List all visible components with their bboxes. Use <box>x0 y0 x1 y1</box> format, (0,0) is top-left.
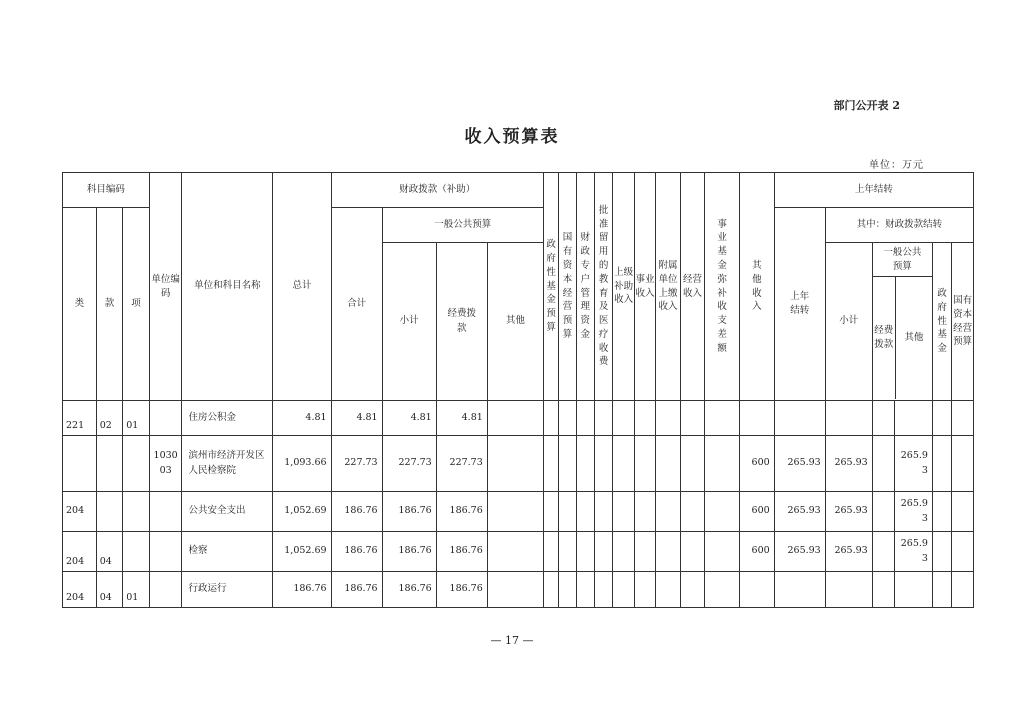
general-budget-header: 一般公共预算 <box>382 208 543 243</box>
appropriation-cell: 186.76 <box>436 532 487 572</box>
table-body <box>63 401 974 608</box>
total-cell: 1,052.69 <box>273 532 331 572</box>
other-income-cell <box>739 401 774 436</box>
name-cell: 行政运行 <box>182 572 273 608</box>
document-title: 收入预算表 <box>464 127 560 147</box>
carry-subtotal-cell: 265.93 <box>825 436 872 492</box>
fiscal-total-cell: 4.81 <box>331 401 382 436</box>
appropriation-cell: 186.76 <box>436 492 487 532</box>
carry-other-cell: 265.93 <box>895 532 933 572</box>
total-cell: 1,093.66 <box>273 436 331 492</box>
special-mgmt-header: 财政专户管理资金 <box>576 173 594 401</box>
gov-fund-header: 政府性基金预算 <box>543 173 558 401</box>
unit-code-cell: 103003 <box>149 436 182 492</box>
lei-cell: 204 <box>63 492 97 532</box>
lei-cell: 221 <box>63 401 97 436</box>
other-income-cell: 600 <box>739 492 774 532</box>
carry-other-cell: 265.93 <box>895 436 933 492</box>
carry-subtotal-cell <box>825 572 872 608</box>
operating-income-header: 经营收入 <box>680 173 705 401</box>
xiang-cell <box>123 436 150 492</box>
lei-header: 类 <box>63 208 97 401</box>
subtotal-cell: 227.73 <box>382 436 436 492</box>
appropriation-cell: 227.73 <box>436 436 487 492</box>
carry-subtotal-header: 小计 <box>825 243 872 401</box>
lei-cell: 204 <box>63 532 97 572</box>
name-cell: 滨州市经济开发区人民检察院 <box>182 436 273 492</box>
fiscal-total-cell: 227.73 <box>331 436 382 492</box>
total-cell: 186.76 <box>273 572 331 608</box>
appropriation-cell: 4.81 <box>436 401 487 436</box>
unit-code-cell <box>149 532 182 572</box>
carry-subtotal-cell <box>825 401 872 436</box>
table-row <box>63 532 974 572</box>
carryover-cell: 265.93 <box>774 492 825 532</box>
xiang-cell <box>123 532 150 572</box>
document-code: 部门公开表 2 <box>833 99 900 112</box>
kuan-cell: 04 <box>96 532 123 572</box>
kuan-cell: 04 <box>96 572 123 608</box>
kuan-header: 款 <box>96 208 123 401</box>
total-cell: 4.81 <box>273 401 331 436</box>
kuan-cell <box>96 492 123 532</box>
other-income-header: 其他收入 <box>739 173 774 401</box>
carry-other-cell: 265.93 <box>895 492 933 532</box>
carry-subtotal-cell: 265.93 <box>825 492 872 532</box>
name-cell: 公共安全支出 <box>182 492 273 532</box>
kuan-cell: 02 <box>96 401 123 436</box>
xiang-cell <box>123 492 150 532</box>
carry-subtotal-cell: 265.93 <box>825 532 872 572</box>
unit-code-cell <box>149 492 182 532</box>
superior-subsidy-header: 上级补助收入 <box>613 173 634 401</box>
carry-other-cell <box>895 401 933 436</box>
xiang-header: 项 <box>123 208 150 401</box>
table-header <box>63 173 974 401</box>
xiang-cell: 01 <box>123 401 150 436</box>
fiscal-total-header: 合计 <box>331 208 382 401</box>
subtotal-cell: 186.76 <box>382 492 436 532</box>
subject-code-header: 科目编码 <box>63 173 150 208</box>
fund-balance-header: 事业基金弥补收支差额 <box>705 173 740 401</box>
unit-code-cell <box>149 401 182 436</box>
unit-code-header: 单位编码 <box>149 173 182 401</box>
subtotal-cell: 4.81 <box>382 401 436 436</box>
carryover-cell <box>774 572 825 608</box>
other-header: 其他 <box>487 243 543 401</box>
other-income-cell <box>739 572 774 608</box>
subtotal-cell: 186.76 <box>382 532 436 572</box>
carry-general-header: 一般公共预算 经费拨款 其他 <box>872 243 932 401</box>
total-header: 总计 <box>273 173 331 401</box>
unit-code-cell <box>149 572 182 608</box>
fiscal-total-cell: 186.76 <box>331 572 382 608</box>
carry-gov-fund-header: 政府性基金 <box>932 243 951 401</box>
retained-fees-header: 批准留用的教育及医疗收费 <box>595 173 613 401</box>
carryover-cell <box>774 401 825 436</box>
carry-other-cell <box>895 572 933 608</box>
subtotal-header: 小计 <box>382 243 436 401</box>
affiliated-income-header: 附属单位上缴收入 <box>656 173 681 401</box>
lei-cell: 204 <box>63 572 97 608</box>
carry-approp-header: 经费拨款 <box>874 325 894 351</box>
subtotal-cell: 186.76 <box>382 572 436 608</box>
table-row <box>63 401 974 436</box>
kuan-cell <box>96 436 123 492</box>
table-row <box>63 492 974 532</box>
page-number: — 17 — <box>490 634 534 647</box>
xiang-cell: 01 <box>123 572 150 608</box>
appropriation-header: 经费拨款 <box>436 243 487 401</box>
table-row <box>63 572 974 608</box>
fiscal-total-cell: 186.76 <box>331 532 382 572</box>
carry-state-capital-header: 国有资本经营预算 <box>952 243 974 401</box>
name-cell: 住房公积金 <box>182 401 273 436</box>
carryover-cell: 265.93 <box>774 532 825 572</box>
business-income-header: 事业收入 <box>634 173 655 401</box>
other-income-cell: 600 <box>739 436 774 492</box>
name-cell: 检察 <box>182 532 273 572</box>
fiscal-header: 财政拨款（补助） <box>331 173 543 208</box>
carry-other-header: 其他 <box>904 332 924 344</box>
state-capital-header: 国有资本经营预算 <box>559 173 576 401</box>
appropriation-cell: 186.76 <box>436 572 487 608</box>
lei-cell <box>63 436 97 492</box>
unit-label: 单位：万元 <box>869 160 924 171</box>
carryover-total-header: 上年结转 <box>774 208 825 401</box>
table-row <box>63 436 974 492</box>
total-cell: 1,052.69 <box>273 492 331 532</box>
carryover-cell: 265.93 <box>774 436 825 492</box>
unit-name-header: 单位和科目名称 <box>182 173 273 401</box>
carryover-header: 上年结转 <box>774 173 973 208</box>
fiscal-total-cell: 186.76 <box>331 492 382 532</box>
fiscal-carryover-header: 其中：财政拨款结转 <box>825 208 973 243</box>
income-budget-table <box>62 172 974 608</box>
other-income-cell: 600 <box>739 532 774 572</box>
